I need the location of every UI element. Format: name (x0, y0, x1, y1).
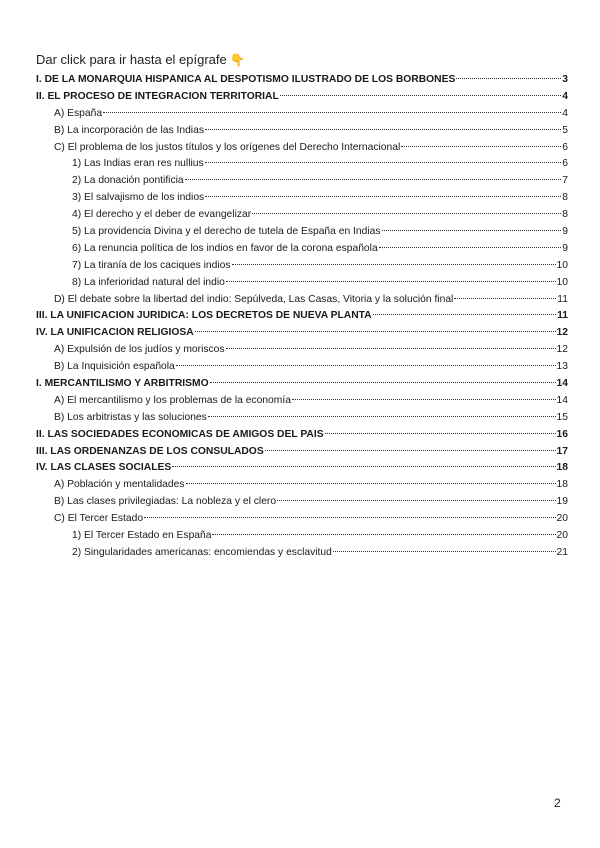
toc-entry[interactable] (36, 74, 568, 91)
toc-leader-dots (373, 314, 556, 315)
toc-entry-title: III. LA UNIFICACIÓN JURÍDICA: LOS DECRETOS DE NUEVA PLANTA (36, 310, 372, 322)
toc-leader-dots (292, 399, 556, 400)
toc-entry-page: 17 (556, 445, 568, 457)
toc-entry-page: 14 (556, 378, 568, 390)
toc-entry-title: 4) El derecho y el deber de evangelizar (72, 209, 252, 221)
toc-entry-page: 18 (556, 479, 568, 491)
toc-entry-title: IV. LA UNIFICACIÓN RELIGIOSA (36, 327, 194, 339)
toc-entry[interactable] (36, 547, 568, 564)
toc-entry[interactable] (36, 395, 568, 412)
toc-entry[interactable] (36, 260, 568, 277)
toc-entry-title: B) Las clases privilegiadas: La nobleza y el clero (54, 496, 277, 508)
toc-entry-page: 13 (556, 361, 568, 373)
toc-entry-title: 1) Las Indias eran res nullius (72, 158, 204, 170)
toc-entry[interactable] (36, 175, 568, 192)
toc-entry-title: B) La incorporación de las Indias (54, 124, 204, 136)
toc-entry-page: 7 (562, 175, 568, 187)
toc-entry-title: 3) El salvajismo de los indios (72, 192, 205, 204)
toc-entry-page: 9 (562, 226, 568, 238)
toc-entry-title: 1) El Tercer Estado en España (72, 530, 212, 542)
toc-entry-page: 15 (556, 411, 568, 423)
toc-leader-dots (195, 331, 556, 332)
toc-entry-page: 11 (557, 293, 568, 305)
toc-entry-page: 16 (556, 428, 568, 440)
toc-entry[interactable] (36, 513, 568, 530)
toc-entry[interactable] (36, 226, 568, 243)
toc-leader-dots (210, 382, 556, 383)
toc-leader-dots (280, 95, 562, 96)
toc-entry[interactable] (36, 294, 568, 311)
toc-entry-title: A) España (54, 107, 103, 119)
toc-entry-title: C) El Tercer Estado (54, 513, 144, 525)
toc-instruction (36, 52, 245, 67)
toc-entry-title: D) El debate sobre la libertad del indio: Sepúlveda, Las Casas, Vitoria y la solución final (54, 293, 454, 305)
toc-leader-dots (325, 433, 556, 434)
toc-entry[interactable] (36, 91, 568, 108)
toc-entry-title: II. LAS SOCIEDADES ECONÓMICAS DE AMIGOS DEL PAÍS (36, 428, 324, 440)
toc-entry-page: 18 (556, 462, 568, 474)
pointing-down-hand-icon: 👇 (230, 53, 246, 67)
toc-entry-title: I. DE LA MONARQUÍA HISPÁNICA AL DESPOTISMO ILUSTRADO DE LOS BORBONES (36, 74, 456, 85)
toc-entry-page: 12 (556, 344, 568, 356)
toc-entry-page: 11 (557, 310, 568, 322)
toc-leader-dots (265, 450, 556, 451)
toc-entry[interactable] (36, 108, 568, 125)
toc-entry[interactable] (36, 344, 568, 361)
toc-entry[interactable] (36, 209, 568, 226)
toc-leader-dots (401, 146, 561, 147)
toc-entry-page: 6 (562, 141, 568, 153)
toc-leader-dots (208, 416, 556, 417)
toc-entry[interactable] (36, 412, 568, 429)
toc-entry[interactable] (36, 277, 568, 294)
toc-entry[interactable] (36, 327, 568, 344)
toc-leader-dots (176, 365, 556, 366)
toc-entry-title: 2) La donación pontificia (72, 175, 184, 187)
toc-leader-dots (277, 500, 555, 501)
toc-leader-dots (382, 230, 562, 231)
toc-entry-title: C) El problema de los justos títulos y los orígenes del Derecho Internacional (54, 141, 401, 153)
toc-leader-dots (333, 551, 556, 552)
page-number: 2 (554, 796, 561, 810)
toc-entry[interactable] (36, 158, 568, 175)
toc-entry-title: 2) Singularidades americanas: encomiendas y esclavitud (72, 546, 332, 558)
toc-leader-dots (379, 247, 562, 248)
toc-entry-title: I. MERCANTILISMO Y ARBITRISMO (36, 378, 209, 390)
toc-entry-page: 20 (556, 530, 568, 542)
toc-leader-dots (186, 483, 556, 484)
toc-entry[interactable] (36, 192, 568, 209)
toc-leader-dots (144, 517, 555, 518)
toc-entry[interactable] (36, 429, 568, 446)
toc-entry-title: 5) La providencia Divina y el derecho de tutela de España en Indias (72, 226, 381, 238)
toc-entry[interactable] (36, 243, 568, 260)
toc-entry-page: 3 (562, 74, 568, 85)
toc-leader-dots (172, 466, 555, 467)
toc-entry[interactable] (36, 361, 568, 378)
toc-entry-page: 10 (556, 276, 568, 288)
toc-entry-page: 9 (562, 242, 568, 254)
toc-entry[interactable] (36, 479, 568, 496)
toc-entry[interactable] (36, 125, 568, 142)
toc-leader-dots (456, 78, 561, 79)
toc-entry-page: 4 (562, 90, 568, 102)
toc-leader-dots (232, 264, 556, 265)
toc-entry-title: III. LAS ORDENANZAS DE LOS CONSULADOS (36, 445, 264, 457)
toc-leader-dots (205, 129, 561, 130)
toc-leader-dots (205, 196, 561, 197)
toc-entry-page: 10 (556, 259, 568, 271)
toc-leader-dots (212, 534, 555, 535)
toc-entry-page: 6 (562, 158, 568, 170)
toc-entry-page: 14 (556, 394, 568, 406)
toc-entry-page: 12 (556, 327, 568, 339)
toc-entry[interactable] (36, 530, 568, 547)
table-of-contents (36, 74, 568, 564)
toc-entry-title: 8) La inferioridad natural del indio (72, 276, 225, 288)
toc-leader-dots (226, 348, 556, 349)
toc-entry-title: B) Los arbitristas y las soluciones (54, 411, 207, 423)
toc-entry[interactable] (36, 496, 568, 513)
toc-entry-page: 5 (562, 124, 568, 136)
toc-entry[interactable] (36, 462, 568, 479)
toc-entry-title: B) La Inquisición española (54, 361, 175, 373)
toc-entry-page: 8 (562, 192, 568, 204)
toc-entry-title: 7) La tiranía de los caciques indios (72, 259, 231, 271)
toc-entry-page: 20 (556, 513, 568, 525)
toc-leader-dots (454, 298, 556, 299)
toc-entry[interactable] (36, 378, 568, 395)
toc-leader-dots (103, 112, 561, 113)
toc-leader-dots (226, 281, 556, 282)
toc-leader-dots (252, 213, 561, 214)
toc-entry-title: 6) La renuncia política de los indios en favor de la corona española (72, 242, 378, 254)
toc-entry[interactable] (36, 446, 568, 463)
toc-entry-page: 21 (556, 546, 568, 558)
toc-entry-page: 4 (562, 107, 568, 119)
toc-entry-title: A) El mercantilismo y los problemas de la economía (54, 394, 291, 406)
toc-leader-dots (185, 179, 562, 180)
toc-entry[interactable] (36, 142, 568, 159)
toc-entry-title: A) Expulsión de los judíos y moriscos (54, 344, 225, 356)
toc-instruction-text: Dar click para ir hasta el epígrafe (36, 52, 227, 67)
toc-entry-title: A) Población y mentalidades (54, 479, 185, 491)
toc-entry-page: 8 (562, 209, 568, 221)
toc-entry-title: II. EL PROCESO DE INTEGRACIÓN TERRITORIAL (36, 90, 279, 102)
toc-entry-title: IV. LAS CLASES SOCIALES (36, 462, 172, 474)
toc-entry[interactable] (36, 310, 568, 327)
toc-leader-dots (205, 162, 562, 163)
toc-entry-page: 19 (556, 496, 568, 508)
